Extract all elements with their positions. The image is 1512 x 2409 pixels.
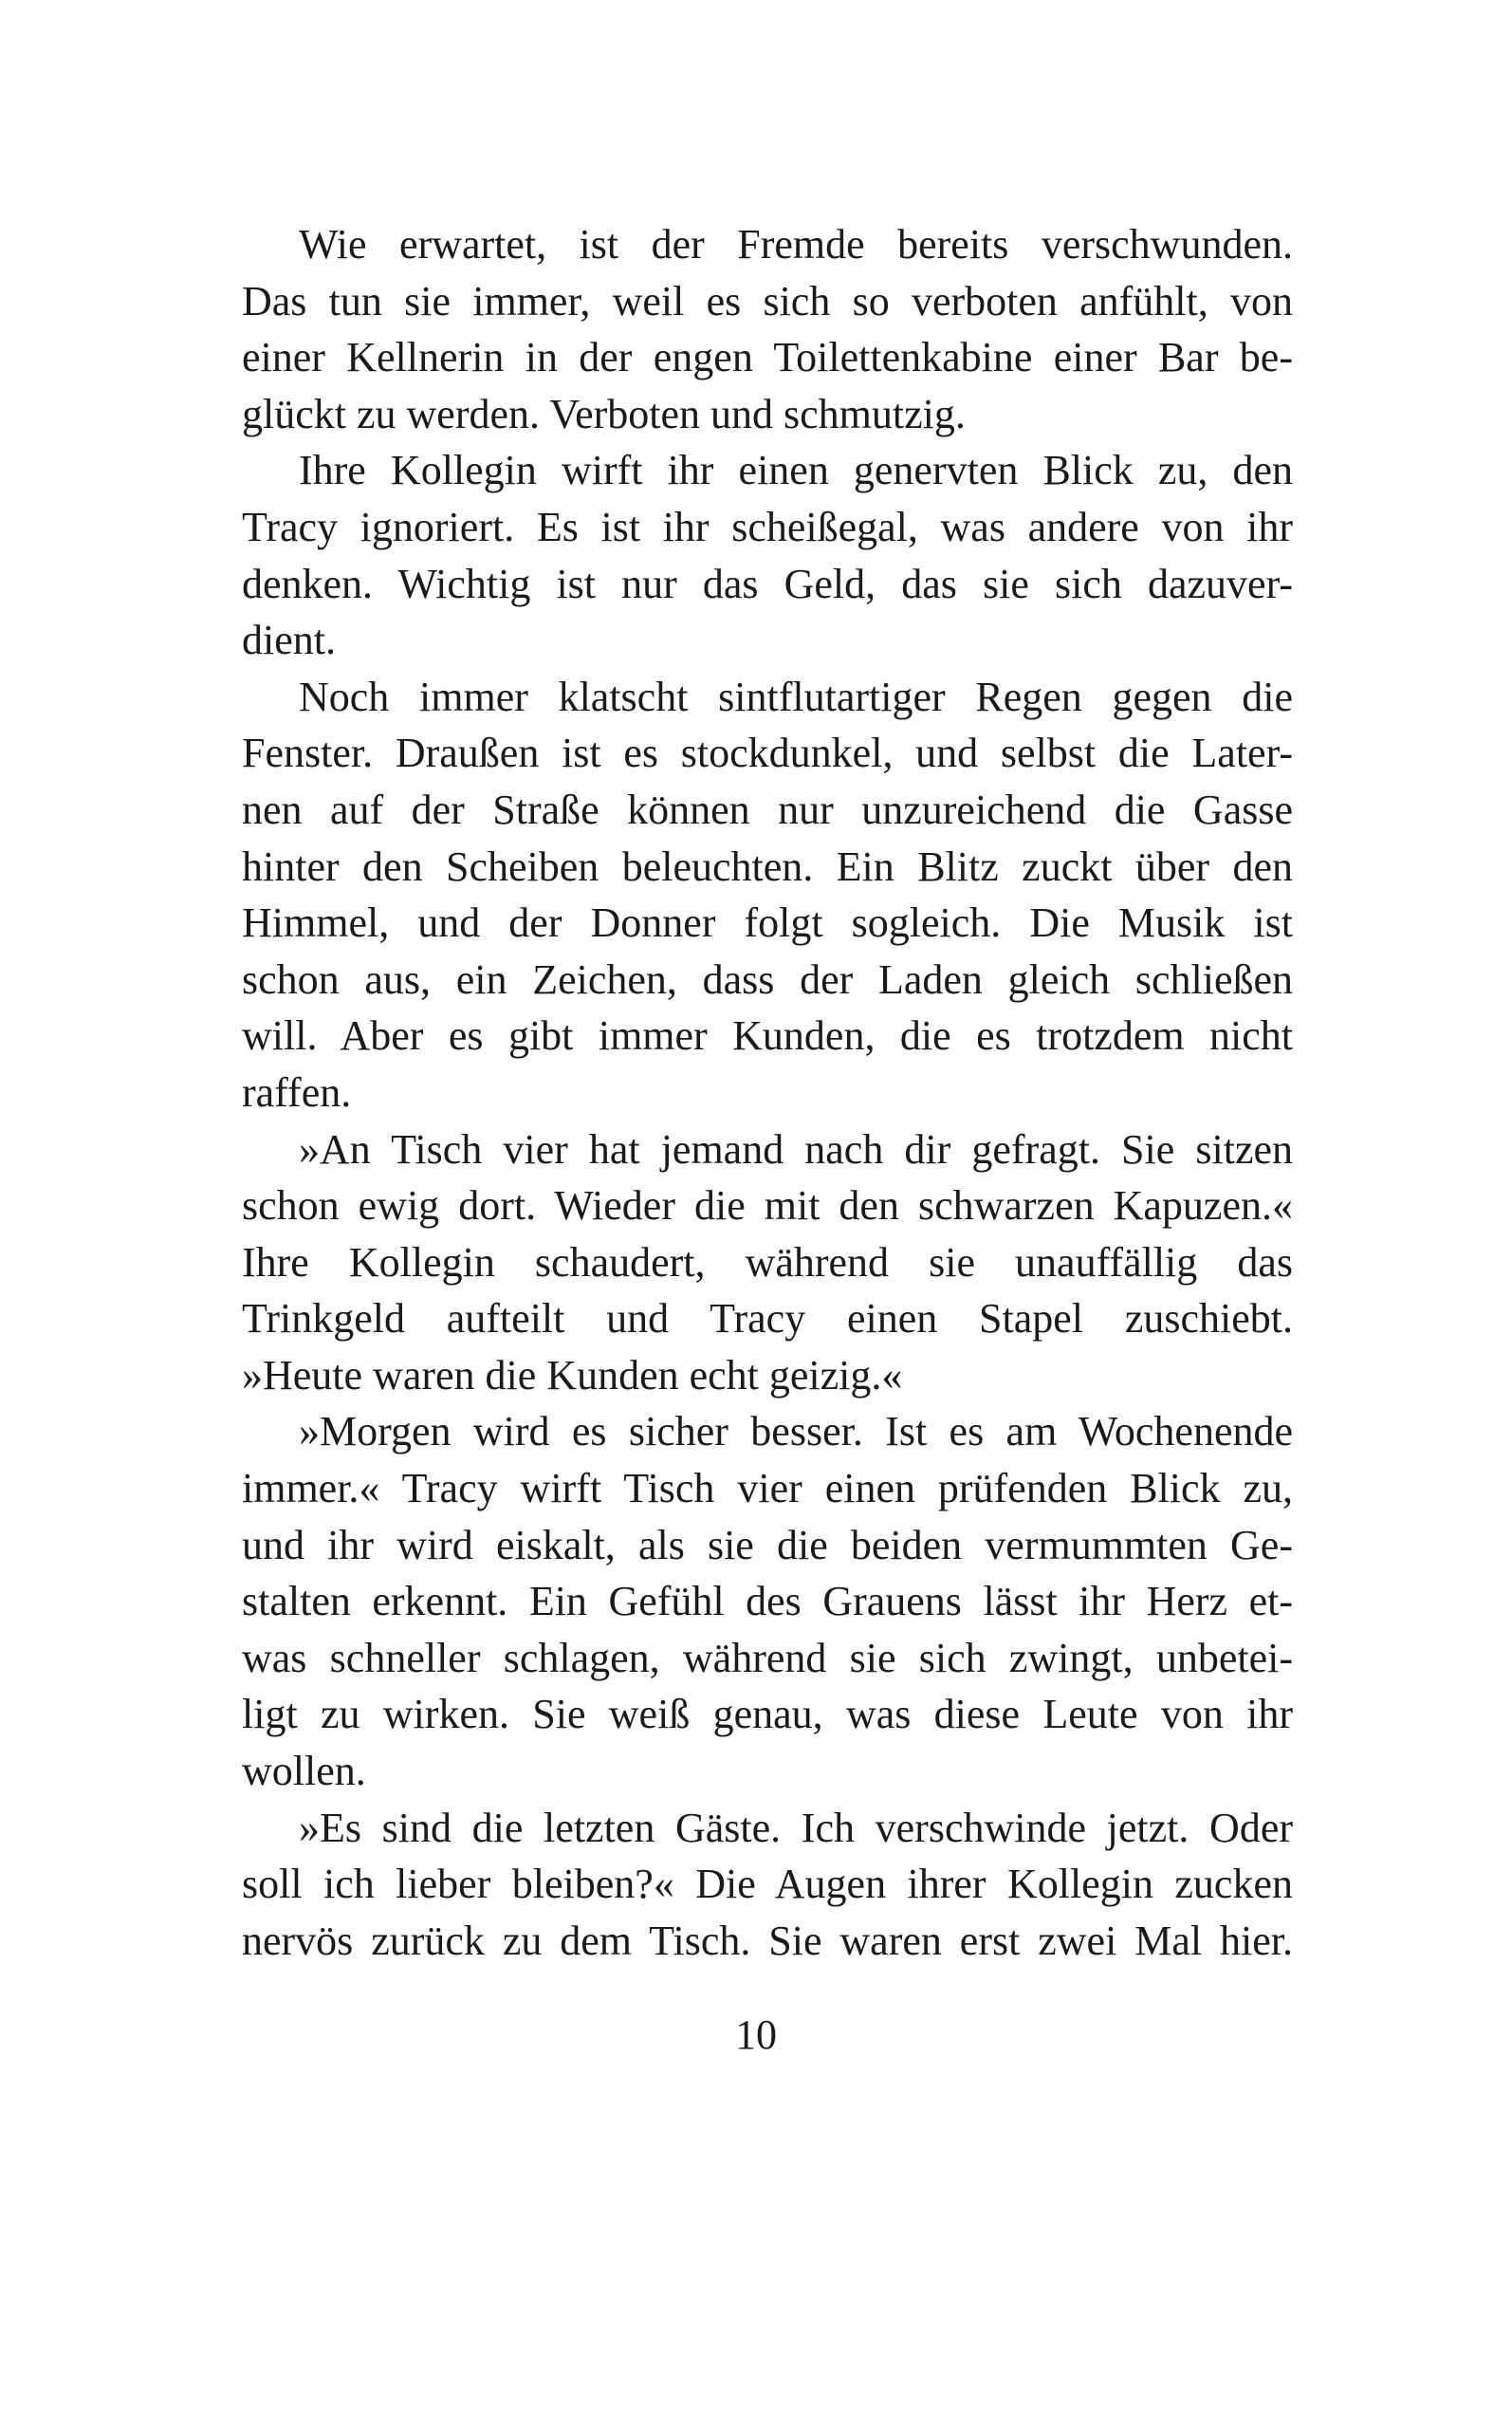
text-line: nervös zurück zu dem Tisch. Sie waren erst zwei Mal hier. xyxy=(242,1917,1293,1964)
text-line: stalten erkennt. Ein Gefühl des Grauens lässt ihr Herz et- xyxy=(242,1578,1293,1625)
text-line: Himmel, und der Donner folgt sogleich. Die Musik ist xyxy=(242,899,1293,947)
text-line: wollen. xyxy=(242,1748,366,1795)
text-line: Das tun sie immer, weil es sich so verboten anfühlt, von xyxy=(242,277,1293,324)
text-line: einer Kellnerin in der engen Toilettenkabine einer Bar be- xyxy=(242,334,1293,381)
text-line: glückt zu werden. Verboten und schmutzig. xyxy=(242,390,966,437)
text-line: und ihr wird eiskalt, als sie die beiden vermummten Ge- xyxy=(242,1521,1293,1568)
body-text xyxy=(242,216,1293,1969)
text-line: »Morgen wird es sicher besser. Ist es am Wochenende xyxy=(299,1408,1293,1455)
text-line: Fenster. Draußen ist es stockdunkel, und selbst die Later- xyxy=(242,730,1293,777)
text-line: soll ich lieber bleiben?« Die Augen ihrer Kollegin zucken xyxy=(242,1861,1293,1908)
text-line: »An Tisch vier hat jemand nach dir gefragt. Sie sitzen xyxy=(299,1125,1293,1173)
text-line: schon aus, ein Zeichen, dass der Laden gleich schließen xyxy=(242,955,1293,1003)
text-line: Tracy ignoriert. Es ist ihr scheißegal, was andere von ihr xyxy=(242,503,1293,550)
text-line: dient. xyxy=(242,617,336,664)
text-line: schon ewig dort. Wieder die mit den schwarzen Kapuzen.« xyxy=(242,1182,1293,1230)
text-line: Trinkgeld aufteilt und Tracy einen Stapel zuschiebt. xyxy=(242,1295,1293,1343)
text-line: denken. Wichtig ist nur das Geld, das sie sich dazuver- xyxy=(242,560,1293,607)
text-line: will. Aber es gibt immer Kunden, die es trotzdem nicht xyxy=(242,1012,1293,1060)
text-line: Ihre Kollegin schaudert, während sie unauffällig das xyxy=(242,1238,1293,1286)
text-line: immer.« Tracy wirft Tisch vier einen prüfenden Blick zu, xyxy=(242,1465,1293,1512)
text-line: raffen. xyxy=(242,1068,352,1116)
text-line: Ihre Kollegin wirft ihr einen genervten Blick zu, den xyxy=(299,447,1293,494)
text-line: nen auf der Straße können nur unzureichend die Gasse xyxy=(242,786,1293,833)
page-number: 10 xyxy=(735,2011,777,2058)
text-line: Noch immer klatscht sintflutartiger Regen gegen die xyxy=(299,673,1293,720)
text-line: hinter den Scheiben beleuchten. Ein Blitz zuckt über den xyxy=(242,843,1293,890)
text-line: »Heute waren die Kunden echt geizig.« xyxy=(242,1351,903,1399)
text-line: ligt zu wirken. Sie weiß genau, was diese Leute von ihr xyxy=(242,1691,1293,1738)
text-line: »Es sind die letzten Gäste. Ich verschwinde jetzt. Oder xyxy=(299,1804,1293,1851)
text-line: was schneller schlagen, während sie sich zwingt, unbetei- xyxy=(242,1634,1293,1681)
text-line: Wie erwartet, ist der Fremde bereits verschwunden. xyxy=(299,221,1293,268)
